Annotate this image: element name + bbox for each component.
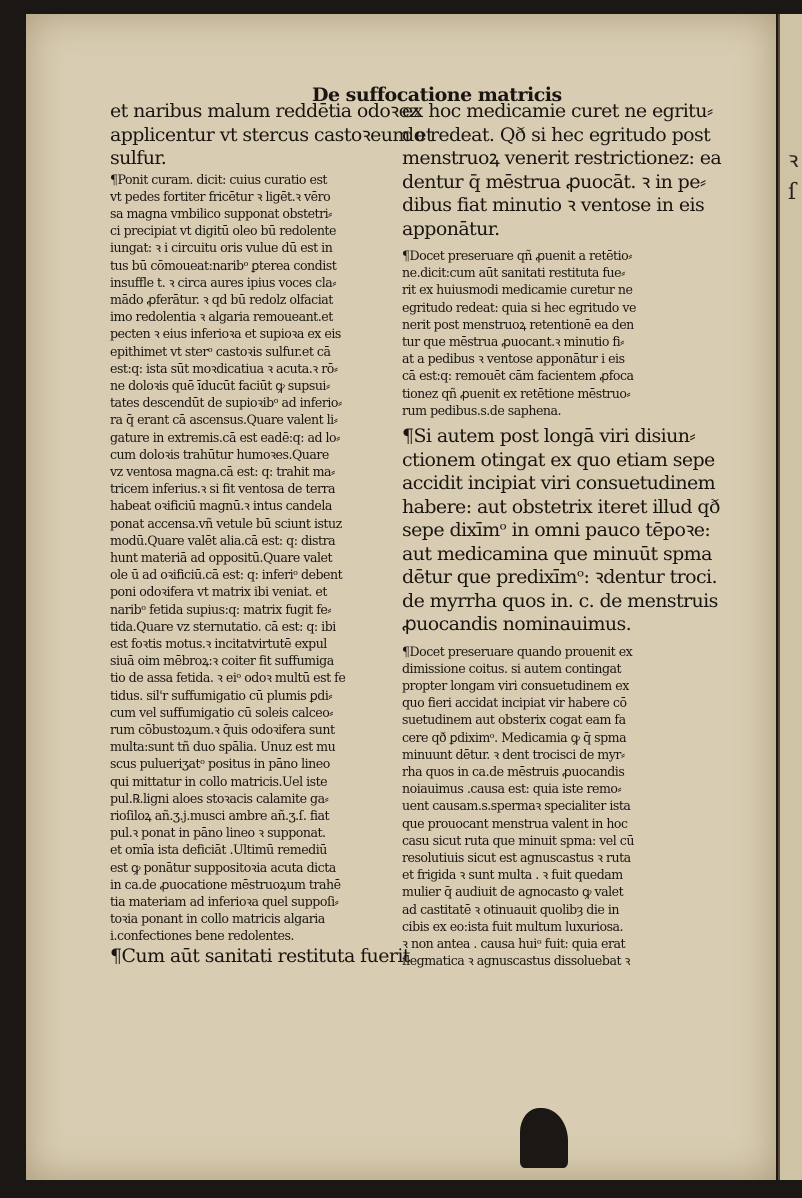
text-line: ¶Docet preseruare quando prouenit ex (402, 643, 633, 659)
text-line: apponātur. (402, 217, 500, 240)
text-line: noiauimus .causa est: quia iste remo⸗ (402, 781, 622, 797)
text-line: accidit incipiat viri consuetudinem (402, 472, 716, 495)
text-line: ad castitatē ꝛ otinuauit quolibȝ die in (402, 901, 619, 917)
worm-hole-damage (520, 1108, 568, 1168)
text-line: ra q̄ erant cā ascensus.Quare valent li⸗ (110, 412, 338, 428)
text-line: et frigida ꝛ sunt multa . ꝛ fuit quedam (402, 867, 623, 883)
text-line: i.confectiones bene redolentes. (110, 928, 294, 944)
text-line: ponat accensa.vñ vetule bū sciunt istuz (110, 515, 342, 531)
text-line: toꝛia ponant in collo matricis algaria (110, 911, 325, 927)
text-line: uent causam.s.spermaꝛ specialiter ista (402, 798, 631, 814)
text-line: ¶Ponit curam. dicit: cuius curatio est (110, 171, 327, 187)
text-line: pecten ꝛ eius inferioꝛa et supioꝛa ex eis (110, 326, 341, 342)
text-line: rit ex huiusmodi medicamie curetur ne (402, 282, 633, 298)
text-line: dētur que predixīmᵒ: ꝛdentur troci. (402, 566, 717, 589)
left-column-commentary (110, 171, 395, 945)
text-line: dentur q̄ mēstrua ꝓuocāt. ꝛ in pe⸗ (402, 170, 706, 193)
text-line: pul.ꝛ ponat in pāno lineo ꝛ supponat. (110, 825, 326, 841)
text-line: resolutiuis sicut est agnuscastus ꝛ ruta (402, 849, 631, 865)
text-line: applicentur vt stercus castoꝛeum et (110, 123, 433, 146)
text-line: est foꝛtis motus.ꝛ incitatvirtutē expul (110, 635, 327, 651)
text-line: sulfur. (110, 147, 167, 169)
text-line: ne.dicit:cum aūt sanitati restituta fue⸗ (402, 265, 625, 281)
text-line: tia materiam ad inferioꝛa quel suppoſi⸗ (110, 894, 339, 910)
text-line: epithimet vt sterᵒ castoꝛis sulfur.et cā (110, 343, 331, 359)
text-line: sa magna vmbilico supponat obstetri⸗ (110, 205, 332, 221)
text-line: ci precipiat vt digitū oleo bū redolente (110, 223, 336, 239)
text-line: ꝛ non antea . causa huiᵒ fuit: quia erat (402, 935, 626, 951)
left-column-final-line (110, 944, 410, 969)
text-line: habeat oꝛificiū magnū.ꝛ intus candela (110, 498, 332, 514)
text-line: ctionem otingat ex quo etiam sepe (402, 448, 715, 471)
text-line: in ca.de ꝓuocatione mēstruoꝝum trahē (110, 876, 341, 892)
facing-page-mark: ꝛ (788, 148, 799, 173)
text-line: gature in extremis.cā est eadē:q: ad lo⸗ (110, 429, 340, 445)
text-line: est ꝙ ponātur suppositoꝛia acuta dicta (110, 859, 336, 875)
text-line: sepe dixīmᵒ in omni pauco tēpoꝛe: (402, 519, 711, 542)
text-line: egritudo redeat: quia si hec egritudo ve (402, 299, 636, 315)
text-line: dimissione coitus. si autem contingat (402, 660, 622, 676)
text-line: habere: aut obstetrix iteret illud qð (402, 495, 720, 518)
text-line: insuffle t. ꝛ circa aures ipius voces cla⸗ (110, 274, 336, 290)
text-line: ne doloꝛis quē īducūt faciūt ꝙ supsui⸗ (110, 377, 330, 393)
text-line: rioſiloꝝ añ.ʒ.j.musci ambre añ.ʒ.ſ. fiat (110, 808, 330, 824)
manuscript-page (26, 14, 776, 1180)
facing-page-mark: ſ (788, 180, 797, 205)
text-line: ¶Si autem post longā viri disiun⸗ (402, 425, 696, 448)
text-line: tricem inferius.ꝛ si fit ventosa de terra (110, 481, 336, 497)
text-line: et omīa ista deficiāt .Ultimū remediū (110, 842, 327, 858)
text-line: flegmatica ꝛ agnuscastus dissoluebat ꝛ (402, 953, 630, 969)
text-line: cum doloꝛis trahūtur humoꝛes.Quare (110, 446, 329, 462)
text-line: vt pedes fortiter fricētur ꝛ ligēt.ꝛ vēro (110, 188, 331, 204)
text-line: scus pulueriʒatᵒ positus in pāno lineo (110, 756, 330, 772)
text-line: multa:sunt tñ duo spālia. Unuz est mu (110, 739, 336, 755)
right-column-commentary-2 (402, 643, 702, 970)
text-line: ¶Cum aūt sanitati restituta fuerit (110, 944, 410, 967)
running-head: De suffocatione matricis (312, 84, 562, 106)
text-line: at a pedibus ꝛ ventose apponātur i eis (402, 351, 625, 367)
right-column-large-text-1 (402, 100, 722, 241)
text-line: est:q: ista sūt moꝛdicatiua ꝛ acuta.ꝛ rō⸗ (110, 360, 338, 376)
text-line: vz ventosa magna.cā est: q: trahit ma⸗ (110, 463, 335, 479)
text-line: casu sicut ruta que minuit spma: vel cū (402, 832, 634, 848)
text-line: tus bū cōmoueat:naribᵒ ꝑterea condist (110, 257, 337, 273)
text-line: cum vel suffumigatio cū soleis calceo⸗ (110, 704, 333, 720)
left-column-large-text (110, 100, 433, 171)
text-line: ole ū ad oꝛificiū.cā est: q: inferiᵒ debent (110, 567, 343, 583)
text-line: rha quos in ca.de mēstruis ꝓuocandis (402, 763, 625, 779)
text-line: rum cōbustoꝝum.ꝛ q̄uis odoꝛifera sunt (110, 722, 335, 737)
text-line: qui mittatur in collo matricis.Uel iste (110, 773, 328, 789)
text-line: nerit post menstruoꝝ retentionē ea den (402, 316, 634, 332)
text-line: tates descendūt de supioꝛibᵒ ad inferio⸗ (110, 395, 342, 411)
text-line: et naribus malum reddētia odoꝛez (110, 100, 419, 122)
text-line: tio de assa fetida. ꝛ eiᵒ odoꝛ multū est fe (110, 670, 346, 686)
text-line: dibus fiat minutio ꝛ ventose in eis (402, 194, 705, 216)
text-line: tur que mēstrua ꝓuocant.ꝛ minutio fi⸗ (402, 334, 624, 350)
text-line: tida.Quare vz sternutatio. cā est: q: ibi (110, 618, 336, 634)
text-line: mādo ꝓferātur. ꝛ qd bū redolz olfaciat (110, 291, 333, 307)
right-column (402, 100, 722, 969)
right-column-large-text-2 (402, 425, 720, 637)
text-line: do redeat. Qð si hec egritudo post (402, 123, 711, 146)
text-line: iungat: ꝛ i circuitu oris vulue dū est in (110, 240, 333, 256)
text-line: tidus. sil'r suffumigatio cū plumis ꝑdi⸗ (110, 687, 333, 703)
text-line: de myrrha quos in. c. de menstruis (402, 589, 718, 612)
text-line: ꝓuocandis nominauimus. (402, 613, 632, 636)
text-line: rum pedibus.s.de saphena. (402, 402, 562, 418)
text-line: quo fieri accidat incipiat vir habere cō (402, 695, 627, 711)
text-line: hunt materiā ad oppositū.Quare valet (110, 549, 333, 565)
text-line: imo redolentia ꝛ algaria remoueant.et (110, 309, 333, 325)
text-line: ex hoc medicamie curet ne egritu⸗ (402, 100, 713, 122)
text-line: menstruoꝝ venerit restrictionez: ea (402, 147, 722, 169)
facing-page-edge (778, 14, 802, 1180)
text-line: suetudinem aut obsterix cogat eam fa (402, 712, 626, 728)
text-line: siuā oim mēbroꝝ:ꝛ coiter fit suffumiga (110, 653, 334, 669)
text-line: minuunt dētur. ꝛ dent trocisci de myr⸗ (402, 746, 625, 762)
text-line: poni odoꝛifera vt matrix ibi veniat. et (110, 584, 327, 600)
text-line: pul.℞.ligni aloes stoꝛacis calamite ga⸗ (110, 790, 329, 806)
text-line: aut medicamina que minuūt spma (402, 542, 712, 565)
right-column-commentary-1 (402, 247, 702, 419)
text-line: modū.Quare valēt alia.cā est: q: distra (110, 532, 336, 548)
text-line: que prouocant menstrua valent in hoc (402, 815, 628, 831)
text-line: propter longam viri consuetudinem ex (402, 677, 629, 693)
text-line: cibis ex eo:ista fuit multum luxuriosa. (402, 918, 624, 934)
text-line: tionez qñ ꝓuenit ex retētione mēstruo⸗ (402, 385, 631, 401)
text-line: cere qð ꝑdiximᵒ. Medicamia ꝙ q̄ spma (402, 729, 627, 745)
text-line: naribᵒ fetida supius:q: matrix fugit fe⸗ (110, 601, 332, 617)
text-line: ¶Docet preseruare qñ ꝓuenit a retētio⸗ (402, 248, 632, 263)
text-line: cā est:q: remouēt cām facientem ꝓfoca (402, 368, 634, 384)
left-column (110, 100, 433, 968)
text-line: mulier q̄ audiuit de agnocasto ꝙ valet (402, 884, 624, 900)
